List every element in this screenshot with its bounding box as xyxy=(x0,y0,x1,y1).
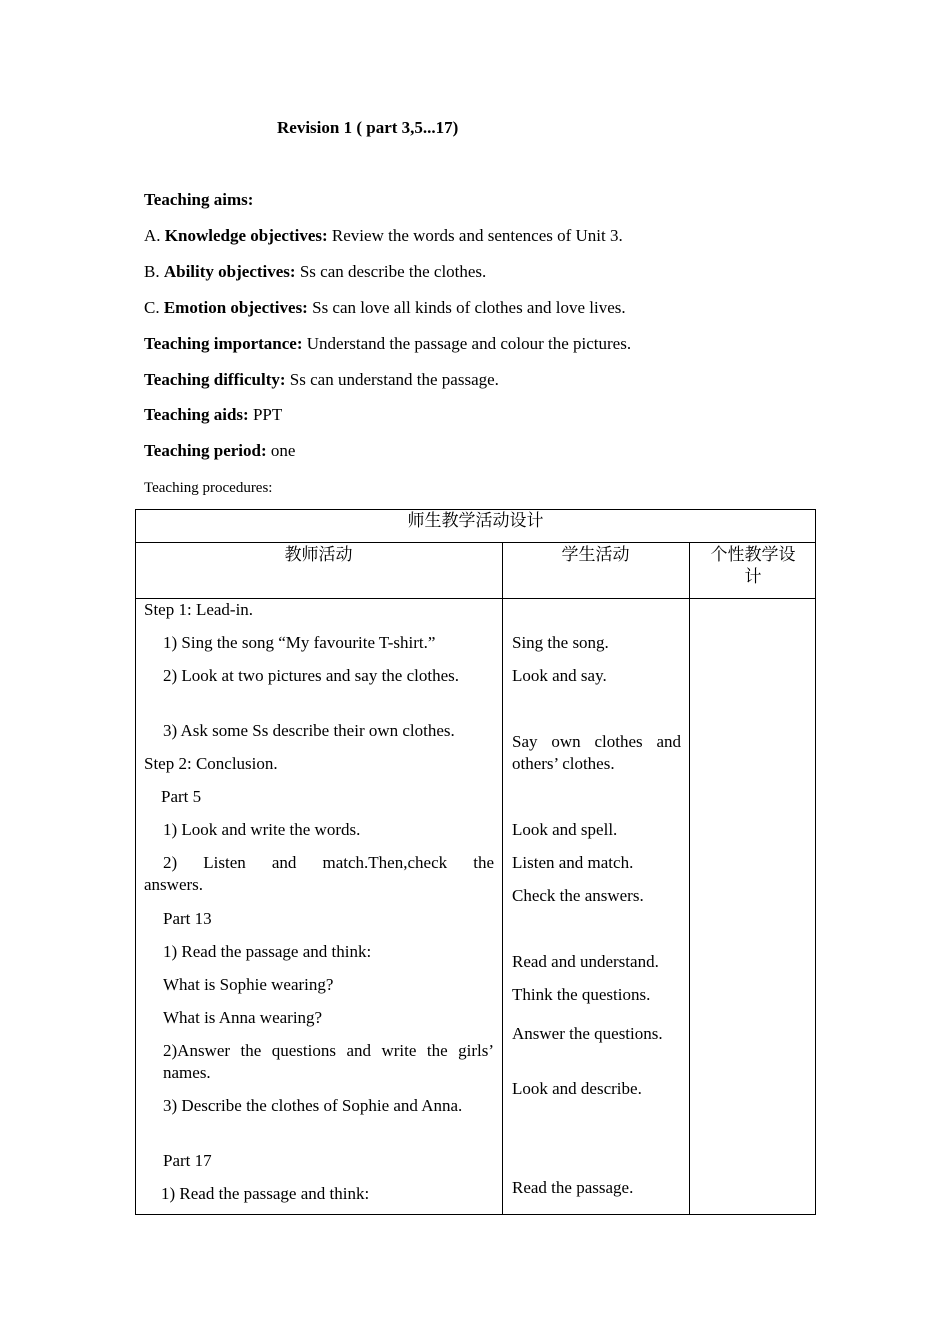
table-border xyxy=(135,509,136,1215)
header-teacher: 教师活动 xyxy=(284,545,353,564)
student-line: Look and say. xyxy=(512,666,607,685)
teacher-line: Part 5 xyxy=(161,787,202,806)
teacher-line: 1) Sing the song “My favourite T-shirt.” xyxy=(163,633,436,652)
ability-objectives xyxy=(144,261,486,283)
teacher-line: What is Anna wearing? xyxy=(163,1008,323,1027)
student-line: Read and understand. xyxy=(512,952,659,971)
label: Teaching importance: xyxy=(144,334,303,353)
teacher-line: Step 2: Conclusion. xyxy=(144,754,278,773)
table-border xyxy=(689,542,690,1215)
table-border xyxy=(135,542,816,543)
teacher-line: What is Sophie wearing? xyxy=(163,975,334,994)
student-line: Listen and match. xyxy=(512,853,634,872)
emotion-objectives xyxy=(144,297,626,319)
student-line: Read the passage. xyxy=(512,1178,634,1197)
student-line: Answer the questions. xyxy=(512,1024,663,1043)
label: Emotion objectives: xyxy=(163,298,308,317)
teaching-period xyxy=(144,440,295,462)
knowledge-objectives xyxy=(144,225,623,247)
table-border xyxy=(502,542,503,1215)
teacher-line: 3) Ask some Ss describe their own clothes. xyxy=(163,721,455,740)
student-line: Look and spell. xyxy=(512,820,618,839)
teacher-line: 1) Read the passage and think: xyxy=(161,1184,370,1203)
label: Ability objectives: xyxy=(163,262,296,281)
text: Ss can love all kinds of clothes and love lives. xyxy=(307,298,626,317)
teacher-line: 1) Read the passage and think: xyxy=(163,942,372,961)
text: one xyxy=(266,441,296,460)
table-border xyxy=(135,1214,816,1215)
teacher-line: Part 13 xyxy=(163,909,212,928)
text: PPT xyxy=(248,405,283,424)
teaching-importance xyxy=(144,333,631,355)
teacher-line: Step 1: Lead-in. xyxy=(144,600,254,619)
label: Knowledge objectives: xyxy=(164,226,328,245)
student-line: Check the answers. xyxy=(512,886,644,905)
table-title: 师生教学活动设计 xyxy=(407,511,544,530)
text: Review the words and sentences of Unit 3. xyxy=(327,226,623,245)
aims-heading: Teaching aims: xyxy=(144,190,254,209)
text: Ss can describe the clothes. xyxy=(295,262,487,281)
header-personal: 个性教学设计 xyxy=(710,545,796,586)
text: Understand the passage and colour the pictures. xyxy=(302,334,632,353)
document-title: Revision 1 ( part 3,5...17) xyxy=(277,118,459,137)
prefix: B. xyxy=(144,262,164,281)
label: Teaching aids: xyxy=(144,405,249,424)
student-line: Say own clothes and others’ clothes. xyxy=(512,732,681,773)
text: Ss can understand the passage. xyxy=(285,370,499,389)
teacher-line: Part 17 xyxy=(163,1151,212,1170)
teaching-aids xyxy=(144,404,282,426)
table-border xyxy=(815,509,816,1215)
prefix: A. xyxy=(144,226,165,245)
prefix: C. xyxy=(144,298,164,317)
procedures-label: Teaching procedures: xyxy=(144,480,273,496)
teacher-line: 2)Answer the questions and write the girls’ names. xyxy=(163,1041,494,1082)
student-line: Look and describe. xyxy=(512,1079,642,1098)
teacher-line: 2) Listen and match.Then,check the answers. xyxy=(144,853,494,894)
student-line: Think the questions. xyxy=(512,985,651,1004)
teacher-line: 3) Describe the clothes of Sophie and Anna. xyxy=(163,1096,463,1115)
header-student: 学生活动 xyxy=(561,545,630,564)
teacher-line: 2) Look at two pictures and say the clothes. xyxy=(163,666,460,685)
label: Teaching period: xyxy=(144,441,267,460)
teaching-difficulty xyxy=(144,369,499,391)
student-line: Sing the song. xyxy=(512,633,609,652)
label: Teaching difficulty: xyxy=(144,370,286,389)
teacher-line: 1) Look and write the words. xyxy=(163,820,361,839)
